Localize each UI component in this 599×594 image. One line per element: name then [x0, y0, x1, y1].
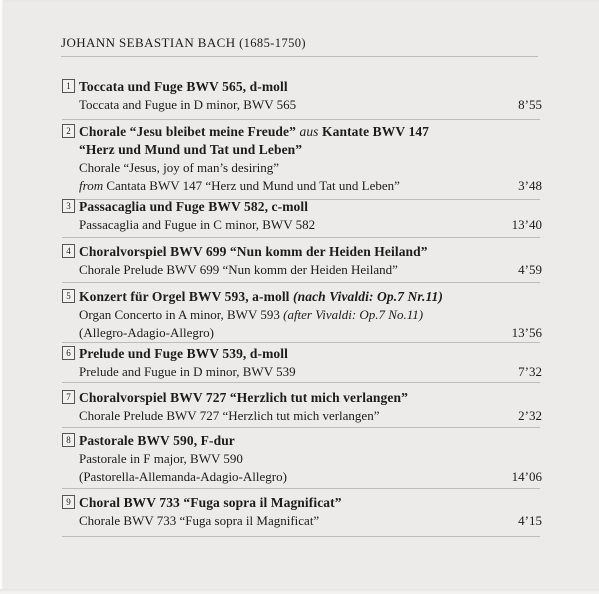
track-title [79, 123, 542, 141]
track-subtitle-text: Chorale Prelude BWV 727 “Herzlich tut mich verlangen” [79, 408, 380, 423]
track-subtitle-text: Chorale Prelude BWV 699 “Nun komm der Heiden Heiland” [79, 262, 398, 277]
track-number: 8 [62, 433, 75, 447]
track-duration: 13’40 [511, 217, 542, 232]
track-subtitle-text: Chorale BWV 733 “Fuga sopra il Magnificat” [79, 513, 320, 528]
track-title: Choralvorspiel BWV 699 “Nun komm der Heiden Heiland” [79, 244, 428, 259]
track-subtitle [79, 512, 542, 530]
track-duration: 2’32 [518, 408, 542, 423]
track-number: 5 [62, 289, 75, 303]
track-divider [62, 342, 540, 343]
track-number: 6 [62, 346, 75, 360]
track-title: Toccata und Fuge BWV 565, d-moll [79, 79, 288, 94]
track-subtitle [79, 363, 542, 381]
track-duration: 4’15 [518, 513, 542, 528]
track-title-part: Chorale “Jesu bleibet meine Freude” [79, 124, 296, 139]
track-title-part: Kantate BWV 147 [322, 124, 430, 139]
track-subtitle: Chorale “Jesus, joy of man’s desiring” [79, 160, 280, 175]
page-edge-left [0, 0, 4, 594]
page-edge-bottom [0, 589, 599, 594]
track-subtitle-line2 [79, 324, 542, 342]
header-divider [61, 56, 538, 57]
track-title: Prelude und Fuge BWV 539, d-moll [79, 346, 288, 361]
track-number: 7 [62, 390, 75, 404]
track-duration: 13’56 [511, 325, 542, 340]
track-subtitle-text: Cantata BWV 147 “Herz und Mund und Tat und Leben” [106, 178, 400, 193]
track-duration: 4’59 [518, 262, 542, 277]
track-divider [62, 119, 540, 120]
track-divider [62, 382, 540, 383]
track-duration: 8’55 [518, 97, 542, 112]
track-divider [62, 488, 540, 489]
track-subtitle-italic: (after Vivaldi: Op.7 No.11) [283, 307, 424, 322]
track-title: Choral BWV 733 “Fuga sopra il Magnificat” [79, 495, 342, 510]
track-subtitle-line2 [79, 177, 542, 195]
track-subtitle-text: Toccata and Fugue in D minor, BWV 565 [79, 97, 297, 112]
track-title: Passacaglia und Fuge BWV 582, c-moll [79, 199, 309, 214]
track-duration: 3’48 [518, 178, 542, 193]
track-subtitle [79, 96, 542, 114]
track-title-part: Konzert für Orgel BWV 593, a-moll [79, 289, 290, 304]
track-number: 1 [62, 79, 75, 93]
track-duration: 14’06 [511, 469, 542, 484]
track-subtitle-text: (Pastorella-Allemanda-Adagio-Allegro) [79, 469, 287, 484]
track-title: Pastorale BWV 590, F-dur [79, 433, 235, 448]
track-title: Choralvorspiel BWV 727 “Herzlich tut mich verlangen” [79, 390, 408, 405]
track-divider [62, 237, 540, 238]
track-subtitle-line2 [79, 468, 542, 486]
track-divider [62, 427, 540, 428]
track-subtitle [79, 407, 542, 425]
composer-years: (1685-1750) [239, 36, 306, 50]
track-title-aus: aus [299, 124, 319, 139]
track-subtitle [79, 306, 542, 324]
track-title-line2: “Herz und Mund und Tat und Leben” [79, 142, 303, 157]
track-subtitle [79, 261, 542, 279]
track-number: 9 [62, 495, 75, 509]
track-subtitle: Pastorale in F major, BWV 590 [79, 451, 243, 466]
track-number: 4 [62, 244, 75, 258]
track-subtitle-text: Organ Concerto in A minor, BWV 593 [79, 307, 280, 322]
track-title [79, 288, 542, 306]
track-subtitle [79, 216, 542, 234]
track-subtitle-from: from [79, 178, 104, 193]
track-divider [62, 536, 540, 537]
track-duration: 7’32 [518, 364, 542, 379]
track-divider [62, 282, 540, 283]
track-subtitle-text: Passacaglia and Fugue in C minor, BWV 582 [79, 217, 316, 232]
composer-name: JOHANN SEBASTIAN BACH [61, 35, 236, 50]
track-subtitle-text: Prelude and Fugue in D minor, BWV 539 [79, 364, 296, 379]
track-title-italic: (nach Vivaldi: Op.7 Nr.11) [293, 289, 444, 304]
composer-heading [61, 35, 306, 51]
track-number: 3 [62, 199, 75, 213]
track-number: 2 [62, 124, 75, 138]
track-subtitle-text: (Allegro-Adagio-Allegro) [79, 325, 215, 340]
